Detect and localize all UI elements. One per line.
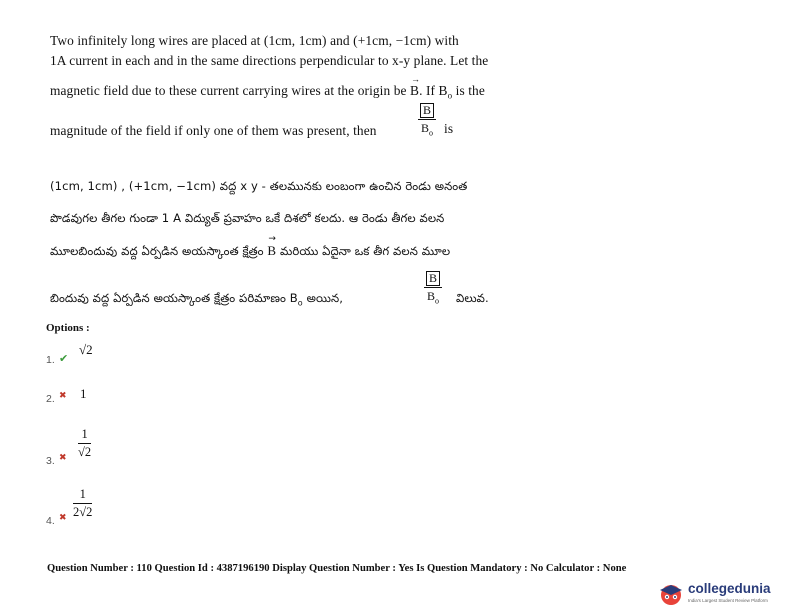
- logo-name: collegedunia: [688, 581, 771, 596]
- option-3-denominator: √2: [78, 445, 92, 459]
- graduation-cap-icon: [658, 581, 684, 607]
- question-english-line-4: [50, 123, 377, 139]
- den-text: B: [421, 121, 430, 135]
- question-telugu-line-3: [50, 234, 451, 259]
- option-4-value[interactable]: [73, 487, 92, 520]
- fraction-denominator: [427, 288, 439, 305]
- collegedunia-logo[interactable]: [658, 581, 792, 609]
- fraction-numerator: B: [426, 271, 440, 286]
- option-1-sqrt: √2: [79, 342, 93, 357]
- den-sub: o: [429, 128, 434, 138]
- subscript: o: [447, 90, 453, 101]
- question-telugu-end: విలువ.: [456, 291, 489, 305]
- cross-icon: ✖: [59, 513, 67, 523]
- fraction-denominator: [421, 120, 433, 137]
- den-text: B: [427, 289, 436, 303]
- fraction-telugu: [424, 271, 442, 305]
- text-segment: . If B: [419, 83, 448, 98]
- option-4-number: 4.: [46, 515, 55, 527]
- option-3-numerator: 1: [81, 427, 88, 441]
- vector-b: [267, 234, 277, 259]
- question-english-line-2: 1A current in each and in the same directions perpendicular to x-y plane. Let the: [50, 53, 489, 68]
- option-2-value[interactable]: 1: [80, 386, 87, 401]
- question-telugu-line-1: (1cm, 1cm) , (+1cm, −1cm) వద్ద x y - తలమునకు లంబంగా ఉంచిన రెండు అనంత: [50, 179, 468, 193]
- cross-icon: ✖: [59, 453, 67, 463]
- text-segment: బిందువు వద్ద ఏర్పడిన అయస్కాంత క్షేత్రం పరిమాణం B: [50, 291, 298, 305]
- vector-arrow-icon: →: [268, 234, 277, 244]
- vector-label: B: [267, 243, 277, 258]
- option-1-value[interactable]: [79, 342, 93, 358]
- question-english-line-1: Two infinitely long wires are placed at (1cm, 1cm) and (+1cm, −1cm) with: [50, 33, 459, 48]
- den-sub: o: [435, 296, 440, 306]
- question-english-line-3: [50, 74, 485, 104]
- fraction-numerator: B: [420, 103, 434, 118]
- option-1-number: 1.: [46, 354, 55, 366]
- vector-b: [410, 74, 421, 99]
- question-meta-footer: Question Number : 110 Question Id : 4387196190 Display Question Number : Yes Is Question Mandatory : No Calculator : None: [47, 563, 627, 574]
- option-2-number: 2.: [46, 393, 55, 405]
- vector-arrow-icon: →: [411, 74, 421, 84]
- subscript: o: [297, 298, 303, 308]
- check-icon: ✔: [59, 352, 69, 365]
- option-4-numerator: 1: [79, 487, 86, 501]
- fraction-english: [418, 103, 436, 137]
- option-3-number: 3.: [46, 455, 55, 467]
- options-header: Options :: [46, 322, 90, 334]
- option-3-value[interactable]: [78, 427, 91, 460]
- text-segment: మరియు ఏదైనా ఒక తీగ వలన మూల: [280, 244, 451, 258]
- text-segment: is the: [452, 83, 485, 98]
- question-english-is: is: [444, 121, 454, 136]
- cross-icon: ✖: [59, 391, 67, 401]
- vector-label: B: [410, 83, 420, 98]
- text-segment: మూలబిందువు వద్ద ఏర్పడిన అయస్కాంత క్షేత్రం: [50, 244, 264, 258]
- text-segment: magnetic field due to these current carrying wires at the origin be: [50, 83, 407, 98]
- option-4-denominator: 2√2: [73, 505, 93, 519]
- logo-tagline: India's Largest Student Review Platform: [688, 598, 768, 603]
- question-telugu-line-2: పొడవుగల తీగల గుండా 1 A విద్యుత్ ప్రవాహం ఒకే దిశలో కలదు. ఆ రెండు తీగల వలన: [50, 211, 445, 225]
- text-segment: అయిన,: [302, 291, 343, 305]
- question-telugu-line-4: [50, 290, 343, 311]
- text-segment: magnitude of the field if only one of them was present, then: [50, 123, 377, 138]
